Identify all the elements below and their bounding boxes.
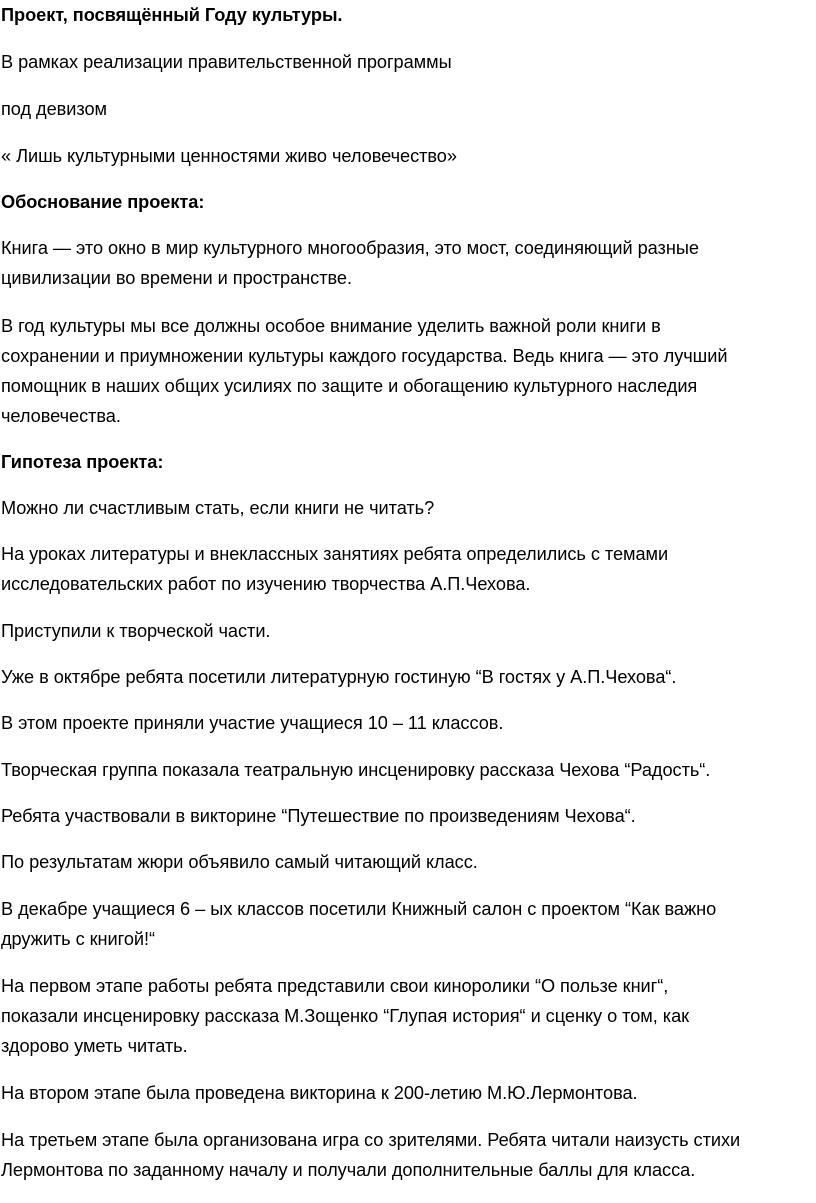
section-heading-rationale: Обоснование проекта: bbox=[1, 192, 205, 212]
paragraph-line: На первом этапе работы ребята представили свои киноролики “О пользе книг“, bbox=[1, 976, 669, 996]
paragraph-line: сохранении и приумножении культуры каждого государства. Ведь книга — это лучший bbox=[1, 346, 728, 366]
paragraph-line: Можно ли счастливым стать, если книги не читать? bbox=[1, 498, 435, 518]
paragraph-line: В рамках реализации правительственной программы bbox=[1, 52, 452, 72]
section-heading-hypothesis: Гипотеза проекта: bbox=[1, 452, 164, 472]
paragraph-line: Ребята участвовали в викторине “Путешествие по произведениям Чехова“. bbox=[1, 806, 636, 826]
paragraph-line: На третьем этапе была организована игра со зрителями. Ребята читали наизусть стихи bbox=[1, 1130, 741, 1150]
paragraph-line: под девизом bbox=[1, 99, 107, 119]
paragraph-line: Творческая группа показала театральную инсценировку рассказа Чехова “Радость“. bbox=[1, 760, 711, 780]
paragraph-line: показали инсценировку рассказа М.Зощенко “Глупая история“ и сценку о том, как bbox=[1, 1006, 690, 1026]
paragraph-line: Лермонтова по заданному началу и получали дополнительные баллы для класса. bbox=[1, 1160, 696, 1180]
motto-line: « Лишь культурными ценностями живо человечество» bbox=[1, 146, 457, 166]
paragraph-line: Уже в октябре ребята посетили литературную гостиную “В гостях у А.П.Чехова“. bbox=[1, 667, 677, 687]
paragraph-line: В этом проекте приняли участие учащиеся 10 – 11 классов. bbox=[1, 713, 504, 733]
paragraph-line: цивилизации во времени и пространстве. bbox=[1, 268, 352, 288]
paragraph-line: Приступили к творческой части. bbox=[1, 621, 271, 641]
paragraph-line: Книга — это окно в мир культурного многообразия, это мост, соединяющий разные bbox=[1, 238, 699, 258]
paragraph-line: здорово уметь читать. bbox=[1, 1036, 188, 1056]
paragraph-line: В год культуры мы все должны особое внимание уделить важной роли книги в bbox=[1, 316, 661, 336]
paragraph-line: По результатам жюри объявило самый читающий класс. bbox=[1, 852, 478, 872]
paragraph-line: В декабре учащиеся 6 – ых классов посетили Книжный салон с проектом “Как важно bbox=[1, 899, 717, 919]
paragraph-line: человечества. bbox=[1, 406, 121, 426]
project-title: Проект, посвящённый Году культуры. bbox=[1, 5, 343, 25]
paragraph-line: исследовательских работ по изучению творчества А.П.Чехова. bbox=[1, 574, 531, 594]
paragraph-line: помощник в наших общих усилиях по защите и обогащению культурного наследия bbox=[1, 376, 698, 396]
paragraph-line: дружить с книгой!“ bbox=[1, 929, 156, 949]
paragraph-line: На уроках литературы и внеклассных занятиях ребята определились с темами bbox=[1, 544, 669, 564]
paragraph-line: На втором этапе была проведена викторина к 200-летию М.Ю.Лермонтова. bbox=[1, 1083, 638, 1103]
